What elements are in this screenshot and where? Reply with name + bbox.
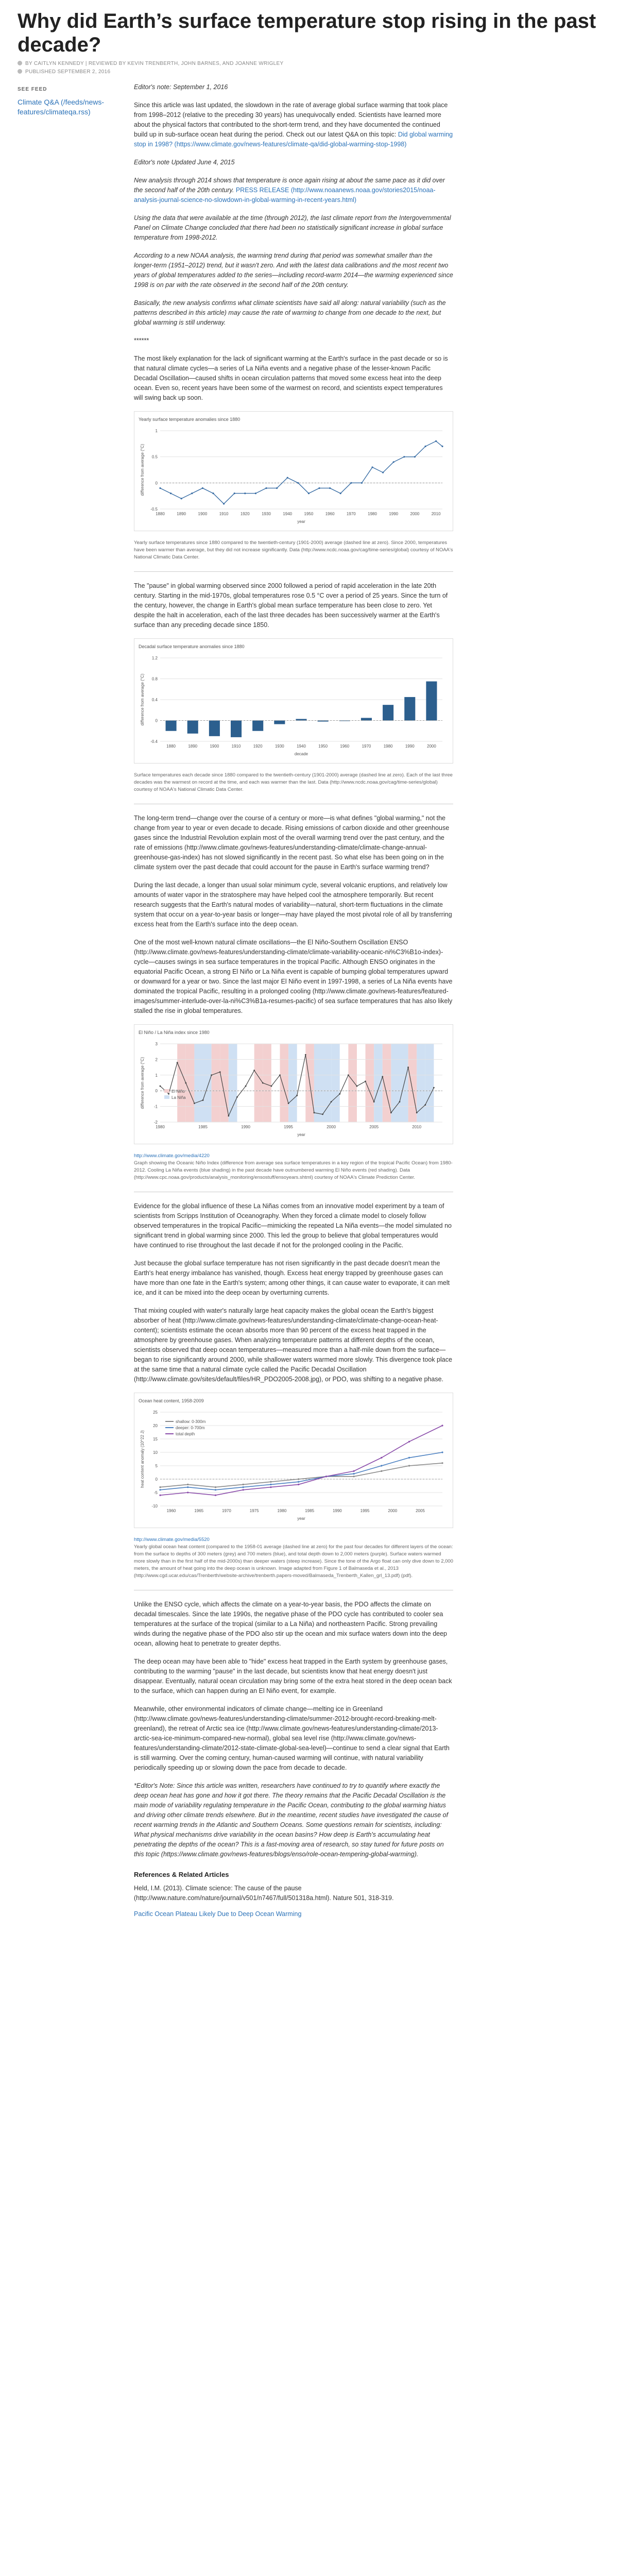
data-point (305, 1054, 306, 1056)
bar (252, 721, 263, 731)
y-tick-label: 5 (155, 1464, 158, 1468)
editor-note-1: Editor's note: September 1, 2016 (134, 83, 228, 91)
body-paragraph: The "pause" in global warming observed since 2000 followed a period of rapid acceleration in the late 20th century. Starting in the mid-1970s, global temperatures rose 0.5 °C over a period of 25 years. Since the turn of the century, however, the change in Earth's global mean surface temperature has been close to zero. Yet despite the halt in acceleration, each of the last three decades has been successively warmer at the Earth's surface than any preceding decade since 1850. (134, 582, 448, 629)
x-axis-label: year (297, 1132, 305, 1137)
data-point (298, 1484, 299, 1485)
x-tick-label: 1880 (156, 512, 165, 516)
y-axis-label: difference from average (°C) (140, 444, 145, 496)
x-tick-label: 1995 (284, 1125, 293, 1129)
y-axis-label: heat content anomaly (10^22 J) (140, 1430, 145, 1488)
y-tick-label: 1 (155, 1073, 158, 1078)
body-paragraph: That mixing coupled with water's naturally large heat capacity makes the global ocean the Earth's biggest absorber of heat (http://www.climate.gov/news-features/understanding-climate/climate-change-ocean-heat-content); scientists estimate the ocean absorbs more than 90 percent of the excess heat trapped in the atmosphere by greenhouse gases. When analyzing temperature patterns at different depths of the ocean, scientists observed that deep ocean temperatures—measured more than a half-mile down from the surface—began to rise significantly around 2000, while shallower waters warmed more slowly. This divergence took place at the same time that a natural climate cycle called the Pacific Decadal Oscillation (http://www.climate.gov/sites/default/files/HR_PDO2005-2008.jpg), or PDO, was shifting to a negative phase. (134, 1307, 452, 1383)
series-line (160, 441, 442, 504)
data-point (288, 1103, 289, 1104)
y-axis-label: difference from average (°C) (140, 1057, 145, 1109)
y-tick-label: 0.4 (151, 698, 158, 702)
y-tick-label: -0.4 (150, 739, 158, 744)
data-point (329, 487, 331, 489)
body-paragraph: One of the most well-known natural climate oscillations—the El Niño-Southern Oscillation ENSO (http://www.climate.gov/news-features/understanding-climate/climate-variability-oceanic-ni%C3%B1o-index)-cycle—causes swings in sea surface temperatures in the tropical Pacific. Although ENSO originates in the equatorial Pacific Ocean, a strong El Niño or La Niña event is capable of bumping global temperatures upward or downward for a year or two. Since the last major El Niño event in 1997-1998, a series of La Niña events have dominated the tropical Pacific, resulting in a prolonged cooling (http://www.climate.gov/news-features/featured-images/summer-interlude-over-la-ni%C3%B1a-resumes-pacific) of sea surface temperatures that has also likely stalled the rise in global temperatures. (134, 939, 453, 1014)
event-shading (288, 1044, 297, 1122)
x-tick-label: 1960 (340, 744, 350, 749)
event-shading (374, 1044, 383, 1122)
data-point (262, 1082, 264, 1084)
note-paragraph-5: Basically, the new analysis confirms what climate scientists have said all along: natural variability (such as the patterns described in this article) may cause the rate of warming to change from one decade to the next, but global warming is still underway. (134, 299, 446, 326)
bar (231, 721, 242, 737)
x-tick-label: 1910 (231, 744, 241, 749)
figure-ocean-heat (134, 1393, 453, 1528)
event-shading (186, 1044, 195, 1122)
x-tick-label: 1920 (240, 512, 250, 516)
y-tick-label: 0.5 (151, 454, 158, 460)
data-point (298, 1481, 299, 1483)
figure-caption (134, 1153, 453, 1181)
data-point (353, 1473, 354, 1475)
figure-caption-text: Yearly global ocean heat content (compared to the 1958-01 average (dashed line at zero) for the past four decades for different layers of the ocean: from the surface to depths of 300 meters (grey) and 700 meters (blue), and total depth down to 2,000 meters (purple). Surface waters warmed more slowly than in the first half of the mid-2000s) than deeper waters (steep increase). Since the tone of the Argo float can only dive down to 2,000 meters, the amount of heat going into the deep ocean is unknown. Image adapted from Figure 1 of Balmaseda et al., 2013 (http://www.cgd.ucar.edu/cas/Trenberth/website-archive/trenberth.papers-moved/Balmaseda_Trenberth_Kallen_grl_13.pdf) (pdf). (134, 1544, 453, 1579)
y-tick-label: 0.8 (151, 676, 158, 682)
body-paragraph: The long-term trend—change over the course of a century or more—is what defines "global warming," not the change from year to year or even decade to decade. Rising emissions of carbon dioxide and other greenhouse gases since the Industrial Revolution explain most of the overall warming trend over the past century, and the rate of emissions (http://www.climate.gov/news-features/understanding-climate/climate-change-annual-greenhouse-gas-index) has not slowed significantly in the recent past. So what else has been going on in the climate system over the past decade that could account for the pause in Earth's surface warming trend? (134, 815, 450, 871)
event-shading (280, 1044, 288, 1122)
decadal-temperature-chart (139, 654, 448, 757)
data-point (348, 1074, 349, 1076)
figure-title: Yearly surface temperature anomalies since 1880 (139, 417, 241, 422)
figure-title: El Niño / La Niña index since 1980 (139, 1030, 210, 1035)
x-axis-label: decade (294, 752, 308, 756)
data-point (382, 1076, 383, 1077)
data-point (215, 1489, 216, 1490)
byline-text: BY CAITLYN KENNEDY | REVIEWED BY KEVIN TRENBERTH, JOHN BARNES, AND JOANNE WRIGLEY (25, 61, 284, 66)
y-tick-label: 15 (153, 1437, 158, 1442)
x-tick-label: 1900 (210, 744, 219, 749)
calendar-icon (18, 69, 22, 74)
body-paragraph: Meanwhile, other environmental indicators of climate change—melting ice in Greenland (http://www.climate.gov/news-features/understanding-climate/summer-2012-brought-record-breaking-melt-greenland), the retreat of Arctic sea ice (http://www.climate.gov/news-features/understanding-climate/2013-arctic-sea-ice-minimum-compared-new-normal), global sea level rise (http://www.climate.gov/news-features/understanding-climate/2012-state-climate-global-sea-level)—continue to send a clear signal that Earth is still warming. Over the coming century, human-caused warming will continue, with natural variability periodically speeding up or slowing down the pace from decade to decade. (134, 1705, 450, 1771)
legend-label: shallow: 0-300m (176, 1419, 206, 1424)
x-tick-label: 1980 (277, 1509, 287, 1513)
published-line (18, 69, 110, 75)
event-shading (177, 1044, 186, 1122)
data-point (243, 1489, 244, 1490)
note-paragraph-3: Using the data that were available at the time (through 2012), the last climate report from the Intergovernmental Panel on Climate Change concluded that there had been no statistically significant increase in global surface temperature from 1998-2012. (134, 214, 451, 241)
figure-caption: Surface temperatures each decade since 1880 compared to the twentieth-century (1901-2000) average (dashed line at zero). Each of the last three decades was the warmest on record at the time, and each was warmer than the last. Data (http://www.ncdc.noaa.gov/cag/time-series/global) courtesy of NOAA's National Climatic Data Center. (134, 772, 453, 792)
data-point (361, 482, 363, 484)
separator-stars: ****** (134, 337, 149, 344)
sidebar (18, 87, 105, 117)
data-point (331, 1101, 332, 1103)
legend-swatch-la-nina (164, 1095, 169, 1099)
data-point (234, 493, 235, 494)
data-point (279, 1074, 281, 1076)
editor-note-2: Editor's note Updated June 4, 2015 (134, 159, 235, 166)
x-tick-label: 1970 (346, 512, 356, 516)
x-tick-label: 1920 (253, 744, 263, 749)
data-point (414, 456, 416, 457)
event-shading (331, 1044, 340, 1122)
data-point (270, 1486, 271, 1488)
data-point (215, 1486, 216, 1488)
body-paragraph: Just because the global surface temperature has not risen significantly in the past decade doesn't mean the Earth's heat energy imbalance has vanished, though. Excess heat energy trapped by greenhouse gases can have more than one fate in the Earth's system; among other things, it can cause water to evaporate, it can melt ice, and it can be mixed into the deep ocean by overturning currents. (134, 1260, 450, 1296)
data-point (187, 1486, 188, 1488)
data-point (371, 466, 373, 468)
yearly-temperature-chart (139, 427, 448, 524)
event-shading (417, 1044, 425, 1122)
data-point (373, 1101, 375, 1103)
data-point (185, 1082, 186, 1084)
bar (166, 721, 177, 731)
data-point (382, 471, 384, 473)
data-point (408, 1457, 410, 1459)
data-point (255, 493, 256, 494)
event-shading (348, 1044, 357, 1122)
data-point (314, 1112, 315, 1113)
reference-link[interactable]: Pacific Ocean Plateau Likely Due to Deep Ocean Warming (134, 1910, 302, 1918)
body-paragraph: The most likely explanation for the lack of significant warming at the Earth's surface in the past decade or so is that natural climate cycles—a series of La Niña events and a negative phase of the lesser-known Pacific Decadal Oscillation—caused shifts in ocean circulation patterns that moved some excess heat into the deep ocean. Even so, recent years have been some of the warmest on record, and scientists expect temperatures will swing back up soon. (134, 355, 448, 401)
article-body (134, 82, 453, 1925)
data-point (381, 1457, 382, 1459)
event-shading (314, 1044, 323, 1122)
data-point (215, 1495, 216, 1496)
y-tick-label: -10 (151, 1504, 158, 1509)
x-tick-label: 2010 (431, 512, 441, 516)
data-point (159, 1495, 161, 1496)
enso-index-chart (139, 1040, 448, 1138)
event-shading (194, 1044, 203, 1122)
data-point (177, 1062, 178, 1063)
event-shading (212, 1044, 220, 1122)
figure-enso-index (134, 1024, 453, 1144)
x-tick-label: 1970 (222, 1509, 231, 1513)
figure-media-link[interactable]: http://www.climate.gov/media/5520 (134, 1537, 210, 1543)
data-point (403, 456, 405, 457)
data-point (270, 1481, 271, 1483)
data-point (159, 1489, 161, 1490)
x-tick-label: 2000 (327, 1125, 336, 1129)
data-point (424, 446, 426, 447)
data-point (441, 1451, 443, 1453)
x-tick-label: 1985 (305, 1509, 315, 1513)
x-tick-label: 1890 (177, 512, 186, 516)
data-point (390, 1112, 392, 1113)
x-tick-label: 1980 (368, 512, 377, 516)
y-axis-label: difference from average (°C) (140, 673, 145, 726)
event-shading (323, 1044, 332, 1122)
x-tick-label: 2000 (427, 744, 436, 749)
data-point (353, 1470, 354, 1472)
data-point (211, 1074, 212, 1076)
x-tick-label: 1990 (332, 1509, 342, 1513)
data-point (441, 1425, 443, 1426)
bar (209, 721, 220, 736)
x-tick-label: 2000 (410, 512, 420, 516)
data-point (408, 1441, 410, 1443)
legend-label: total depth (176, 1432, 195, 1436)
x-tick-label: 2010 (412, 1125, 422, 1129)
series-line (160, 1452, 442, 1490)
x-tick-label: 2000 (388, 1509, 398, 1513)
data-point (270, 1484, 271, 1485)
figure-yearly-temps (134, 411, 453, 531)
references (134, 1870, 453, 1919)
legend-swatch-el-nino (164, 1089, 169, 1093)
x-tick-label: 1950 (304, 512, 314, 516)
y-tick-label: 0 (155, 481, 158, 486)
data-point (441, 1462, 443, 1464)
data-point (202, 487, 203, 489)
body-paragraph: Unlike the ENSO cycle, which affects the climate on a year-to-year basis, the PDO affects the climate on decadal timescales. Since the late 1990s, the negative phase of the PDO cycle has contributed to cooler sea temperatures at the surface of the tropical (similar to a La Niña) and northeastern Pacific. Strong prevailing winds during the negative phase of the PDO also stir up the ocean and mix surface waters down into the deep ocean, allowing heat to penetrate to greater depths. (134, 1601, 448, 1647)
y-tick-label: 20 (153, 1423, 158, 1428)
y-tick-label: -1 (153, 1104, 158, 1109)
x-tick-label: 1980 (156, 1125, 165, 1129)
data-point (393, 461, 394, 463)
x-tick-label: 1910 (219, 512, 229, 516)
data-point (381, 1470, 382, 1472)
bar (187, 721, 198, 734)
x-tick-label: 1960 (166, 1509, 176, 1513)
event-shading (391, 1044, 400, 1122)
x-tick-label: 1940 (297, 744, 306, 749)
body-paragraph: Evidence for the global influence of these La Niñas comes from an innovative model experiment by a team of scientists from Scripps Institution of Oceanography. When they forced a climate model to closely follow observed temperatures in the tropical Pacific—mimicking the repeated La Niña events—the model simulated no significant trend in global warming since 2000. This led the group to believe that global temperatures would have continued to rise throughout the last decade if not for the prolonged cooling in the Pacific. (134, 1202, 452, 1249)
event-shading (400, 1044, 408, 1122)
reference-item: Held, I.M. (2013). Climate science: The cause of the pause (http://www.nature.com/nature/journal/v501/n7467/full/501318a.html). Nature 501, 318-319. (134, 1885, 394, 1902)
x-tick-label: 1990 (405, 744, 415, 749)
event-shading (229, 1044, 237, 1122)
x-tick-label: 1880 (166, 744, 176, 749)
data-point (191, 493, 193, 494)
figure-caption: Yearly surface temperatures since 1880 compared to the twentieth-century (1901-2000) average (dashed line at zero). Since 2000, temperatures have been warmer than average, but they did not increase significantly. Data (http://www.ncdc.noaa.gov/cag/time-series/global) courtesy of NOAA's National Climatic Data Center. (134, 540, 453, 560)
body-paragraph: The deep ocean may have been able to "hide" excess heat trapped in the Earth system by greenhouse gases, contributing to the warming "pause" in the last decade, but scientists know that heat energy doesn't just disappear. Eventually, natural ocean circulation may bring some of the extra heat stored in the deep ocean back to the surface, which can happen during an El Niño event, for example. (134, 1658, 452, 1694)
data-point (435, 440, 437, 442)
y-tick-label: 2 (155, 1057, 158, 1062)
data-point (339, 1093, 340, 1095)
data-point (296, 1095, 298, 1096)
bar (361, 718, 372, 720)
data-point (219, 1071, 221, 1073)
y-tick-label: 1 (155, 429, 158, 433)
figure-media-link[interactable]: http://www.climate.gov/media/4220 (134, 1153, 210, 1159)
figure-caption-text: Graph showing the Oceanic Niño Index (difference from average sea surface temperatures in a key region of the tropical Pacific Ocean) from 1980-2012. Cooling La Niña events (blue shading) in the past decade have outnumbered warming El Niño events (red shading). Data (http://www.cpc.noaa.gov/products/analysis_monitoring/ensostuff/ensoyears.shtml) courtesy of NOAA's Climate Prediction Center. (134, 1160, 453, 1180)
data-point (424, 1104, 426, 1106)
data-point (228, 1115, 229, 1116)
x-tick-label: 1965 (194, 1509, 204, 1513)
x-tick-label: 2005 (416, 1509, 425, 1513)
data-point (353, 1476, 354, 1477)
feed-link[interactable]: Climate Q&A (/feeds/news-features/climateqa.rss) (18, 98, 105, 116)
x-tick-label: 1970 (362, 744, 371, 749)
bar (383, 705, 393, 720)
data-point (356, 1086, 358, 1087)
x-axis-label: year (297, 519, 305, 524)
event-shading (203, 1044, 212, 1122)
byline (18, 61, 283, 66)
data-point (287, 477, 288, 479)
data-point (168, 1093, 169, 1095)
data-point (325, 1476, 327, 1477)
x-tick-label: 1990 (389, 512, 399, 516)
data-point (297, 482, 299, 484)
data-point (181, 498, 182, 499)
data-point (408, 1465, 410, 1466)
data-point (159, 1486, 161, 1488)
x-axis-label: year (297, 1516, 305, 1521)
data-point (244, 493, 246, 494)
data-point (187, 1484, 188, 1485)
data-point (212, 493, 214, 494)
y-tick-label: 1.2 (151, 656, 158, 660)
data-point (243, 1484, 244, 1485)
figure-caption (134, 1536, 453, 1580)
note-paragraph-1: Since this article was last updated, the slowdown in the rate of average global surface warming that took place from 1998–2012 (relative to the preceding 30 years) has unequivocally ended. Scientists have learned more about the physical factors that contributed to the short-term trend, and they have documented the continued build up in sub-surface ocean heat during the period. Check out our latest Q&A on this topic: (134, 101, 448, 138)
page-title: Why did Earth’s surface temperature stop rising in the past decade? (18, 10, 596, 56)
bar (404, 697, 415, 721)
x-tick-label: 1960 (325, 512, 335, 516)
sidebar-label: SEE FEED (18, 87, 47, 92)
bar (426, 682, 437, 721)
data-point (381, 1465, 382, 1466)
y-tick-label: 10 (153, 1450, 158, 1455)
data-point (194, 1103, 195, 1104)
press-release-link[interactable]: PRESS RELEASE (http://www.noaanews.noaa.gov/stories2015/noaa-analysis-journal-science-no-slowdown-in-global-warming-in-recent-years.html) (134, 187, 436, 204)
data-point (236, 1096, 238, 1098)
legend-label-la-nina: La Niña (171, 1095, 186, 1100)
event-shading (366, 1044, 374, 1122)
data-point (433, 1087, 435, 1089)
body-paragraph: During the last decade, a longer than usual solar minimum cycle, several volcanic eruptions, and relatively low amounts of water vapor in the stratosphere may have helped cool the atmosphere temporarily. But recent research suggests that the Earth's natural modes of variability—natural, short-term fluctuations in the climate system that occur on a year-to-year basis or longer—may have played the most pivotal role of all by transferring excess heat from the Earth's surface into the deep ocean. (134, 882, 452, 928)
data-point (187, 1492, 188, 1493)
data-point (340, 493, 341, 494)
note-paragraph-2: New analysis through 2014 shows that temperature is once again rising at about the same pace as it did over the second half of the 20th century. (134, 177, 445, 194)
data-point (270, 1086, 272, 1087)
legend-label: deeper: 0-700m (176, 1426, 205, 1430)
event-shading (263, 1044, 271, 1122)
y-tick-label: 0 (155, 1089, 158, 1094)
data-point (322, 1113, 323, 1115)
bar (274, 721, 285, 724)
did-warming-stop-link[interactable]: Did global warming stop in 1998? (https://www.climate.gov/news-features/climate-qa/did-global-warming-stop-1998) (134, 131, 453, 148)
data-point (159, 487, 161, 489)
event-shading (254, 1044, 263, 1122)
divider (134, 571, 453, 572)
x-tick-label: 2005 (369, 1125, 379, 1129)
figure-title: Decadal surface temperature anomalies since 1880 (139, 644, 245, 649)
data-point (308, 493, 310, 494)
data-point (253, 1070, 255, 1071)
x-tick-label: 1950 (318, 744, 328, 749)
data-point (265, 487, 267, 489)
x-tick-label: 1985 (198, 1125, 208, 1129)
data-point (243, 1486, 244, 1488)
x-tick-label: 1900 (198, 512, 208, 516)
data-point (276, 487, 278, 489)
x-tick-label: 1930 (274, 744, 284, 749)
event-shading (408, 1044, 417, 1122)
x-tick-label: 1990 (241, 1125, 250, 1129)
y-tick-label: 0 (155, 1477, 158, 1482)
y-tick-label: -0.5 (150, 507, 158, 512)
data-point (318, 487, 320, 489)
figure-decadal-temps (134, 638, 453, 764)
author-icon (18, 61, 22, 65)
x-tick-label: 1940 (283, 512, 293, 516)
data-point (170, 493, 171, 494)
data-point (223, 503, 225, 504)
x-tick-label: 1980 (383, 744, 393, 749)
x-tick-label: 1890 (188, 744, 198, 749)
figure-title: Ocean heat content, 1958-2009 (139, 1398, 204, 1403)
data-point (441, 446, 443, 447)
published-text: PUBLISHED SEPTEMBER 2, 2016 (25, 69, 111, 75)
legend-label-el-nino: El Niño (171, 1089, 185, 1094)
y-tick-label: -5 (153, 1490, 158, 1495)
data-point (416, 1112, 418, 1113)
data-point (350, 482, 352, 484)
x-tick-label: 1930 (262, 512, 271, 516)
y-tick-label: 25 (153, 1410, 158, 1415)
data-point (160, 1086, 161, 1087)
x-tick-label: 1975 (249, 1509, 259, 1513)
event-shading (425, 1044, 434, 1122)
data-point (365, 1081, 366, 1082)
x-tick-label: 1995 (360, 1509, 370, 1513)
ocean-heat-chart (139, 1408, 448, 1521)
editor-note-3: *Editor's Note: Since this article was written, researchers have continued to try to quantify where exactly the deep ocean heat has gone and how it got there. The theory remains that the Pacific Decadal Oscillation is the main mode of variability regulating temperature in the Pacific Ocean, contributing to the global warming hiatus and driving other climate trends elsewhere. But in the meantime, recent studies have investigated the cause of recent warming trends in the Atlantic and Southern Oceans. Some questions remain for scientists, including: What physical mechanisms drive variability in the ocean basins? How deep is Earth's accumulating heat penetrating the depths of the ocean? This is a fast-moving area of research, so stay tuned for future posts on this topic (https://www.climate.gov/news-features/blogs/enso/role-ocean-tempering-global-warming). (134, 1782, 449, 1858)
references-heading: References & Related Articles (134, 1871, 229, 1878)
data-point (298, 1478, 299, 1480)
note-paragraph-4: According to a new NOAA analysis, the warming trend during that period was somewhat smaller than the longer-term (1951–2012) trend, but it wasn't zero. And with the latest data calibrations and the most recent two years of global temperatures added to the series—including record-warm 2014—the warming experienced since 1998 is on par with the rate observed in the second half of the 20th century. (134, 252, 453, 289)
y-tick-label: 0 (155, 718, 158, 723)
y-tick-label: 3 (155, 1042, 158, 1046)
data-point (399, 1101, 401, 1103)
y-tick-label: -2 (153, 1120, 158, 1125)
data-point (245, 1086, 247, 1087)
data-point (202, 1099, 204, 1101)
data-point (407, 1066, 409, 1068)
